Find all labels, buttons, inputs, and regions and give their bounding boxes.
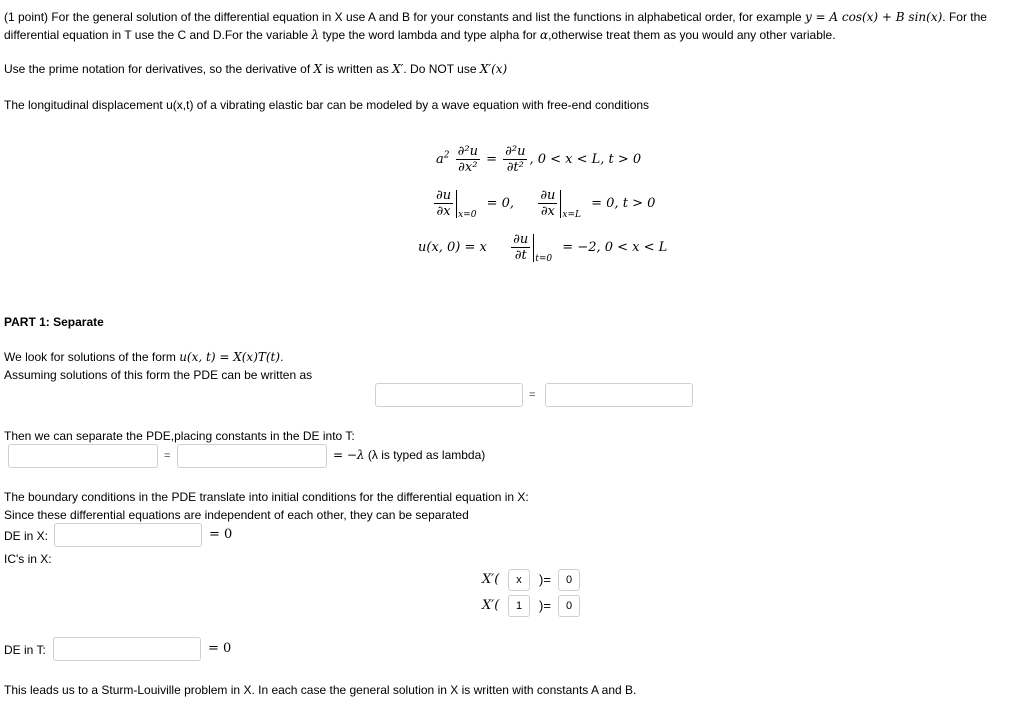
equals-zero: = 0 (208, 641, 232, 656)
separate-text: Then we can separate the PDE,placing constants in the DE into T: (4, 429, 355, 443)
ic1-close: )= (539, 572, 551, 587)
ic1-prefix: X′( (482, 572, 500, 587)
instructions-text: type the word lambda and type alpha for (319, 28, 540, 42)
domain: , 0 < x < L, t > 0 (529, 152, 642, 167)
note-text: . Do NOT use (403, 62, 480, 76)
pde-equation (436, 144, 641, 175)
instructions-line-1 (4, 10, 987, 24)
independent-text: Since these differential equations are independent of each other, they can be separated (4, 508, 469, 522)
coef-a: a (436, 152, 444, 167)
frac-den: ∂t² (506, 160, 524, 175)
sturm-liouville-text: This leads us to a Sturm-Louiville problem in X. In each case the general solution in X is written with constants A and B. (4, 683, 637, 697)
equals-zero: = 0 (209, 527, 233, 542)
frac-num: ∂u (436, 188, 452, 203)
solution-form (4, 350, 283, 364)
du-dx (434, 188, 453, 219)
model-description: The longitudinal displacement u(x,t) of a vibrating elastic bar can be modeled by a wave equation with free-end conditions (4, 98, 650, 112)
ics-x-label: IC's in X: (4, 552, 52, 566)
bc2-rhs: = 0, t > 0 (591, 196, 656, 211)
lambda-symbol: λ (311, 28, 320, 42)
instructions-line-2 (4, 28, 836, 42)
frac-den: ∂x (436, 204, 451, 219)
de-x-input[interactable] (54, 523, 202, 547)
du-dt (511, 232, 530, 263)
frac-num: ∂²u (457, 144, 478, 159)
du-dx (538, 188, 557, 219)
equals-sign: = (164, 450, 171, 462)
lambda-note: (λ is typed as lambda) (367, 448, 486, 462)
pde-right-input[interactable] (545, 383, 693, 407)
form-text: . (280, 350, 284, 364)
note-text: Use the prime notation for derivatives, so the derivative of (4, 62, 314, 76)
instructions-text: (1 point) For the general solution of the differential equation in X use A and B for your constants and list the functions in alphabetical order, for example (4, 10, 805, 24)
frac-den: ∂x² (458, 160, 478, 175)
example-formula: y = A cos(x) + B sin(x) (804, 10, 943, 24)
form-text: We look for solutions of the form (4, 350, 180, 364)
assume-text: Assuming solutions of this form the PDE can be written as (4, 368, 313, 382)
instructions-text: differential equation in T use the C and D.For the variable (4, 28, 312, 42)
form-formula: u(x, t) = X(x)T(t) (179, 350, 281, 364)
eval-at: x=0 (458, 210, 477, 220)
frac-den: ∂x (540, 204, 555, 219)
d2u-dx2 (456, 144, 480, 175)
instructions-text: . For the (942, 10, 987, 24)
var-X-prime: X′ (392, 62, 404, 76)
bc-translate-text: The boundary conditions in the PDE translate into initial conditions for the differential equation in X: (4, 490, 529, 504)
ic2-close: )= (539, 598, 551, 613)
frac-num: ∂²u (505, 144, 526, 159)
ic2-value-input[interactable] (558, 595, 580, 617)
var-X: X (313, 62, 323, 76)
instructions-text: ,otherwise treat them as you would any other variable. (548, 28, 836, 42)
equals-sign: = (529, 389, 536, 401)
pde-left-input[interactable] (375, 383, 523, 407)
lambda-constant (333, 448, 485, 462)
frac-num: ∂u (513, 232, 529, 247)
neg-lambda: = −λ (333, 448, 365, 462)
equals: = (486, 152, 497, 167)
ic-lhs: u(x, 0) = x (418, 240, 487, 255)
eval-at: t=0 (535, 254, 553, 264)
prime-notation-note (4, 62, 507, 76)
bc1-rhs: = 0, (486, 196, 515, 211)
separate-right-input[interactable] (177, 444, 327, 468)
d2u-dt2 (503, 144, 527, 175)
separate-left-input[interactable] (8, 444, 158, 468)
exponent: 2 (443, 150, 450, 161)
ic2-arg-input[interactable] (508, 595, 530, 617)
ic1-arg-input[interactable] (508, 569, 530, 591)
alpha-symbol: α (539, 28, 549, 42)
initial-conditions (418, 232, 667, 263)
frac-den: ∂t (514, 248, 527, 263)
frac-num: ∂u (540, 188, 556, 203)
ic-rhs: = −2, 0 < x < L (562, 240, 668, 255)
eval-bar (456, 190, 457, 218)
ic2-prefix: X′( (482, 598, 500, 613)
de-t-label: DE in T: (4, 643, 46, 657)
boundary-conditions (432, 188, 655, 219)
var-X-prime-x: X′(x) (479, 62, 508, 76)
eval-at: x=L (562, 210, 582, 220)
de-x-label: DE in X: (4, 529, 49, 543)
ic1-value-input[interactable] (558, 569, 580, 591)
note-text: is written as (322, 62, 393, 76)
part1-heading: PART 1: Separate (4, 315, 104, 329)
de-t-input[interactable] (53, 637, 201, 661)
